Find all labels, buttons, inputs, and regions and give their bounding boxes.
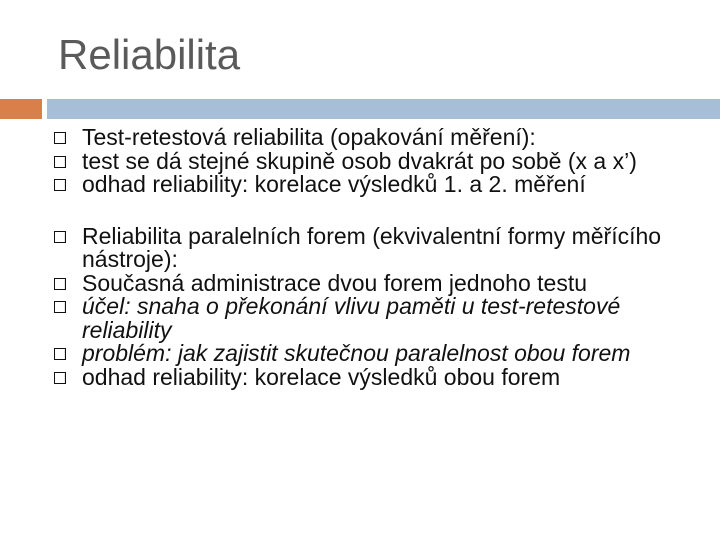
list-item — [52, 342, 692, 366]
list-item-text: test se dá stejné skupině osob dvakrát po sobě (x a x’) — [82, 147, 637, 174]
list-item — [52, 173, 692, 197]
list-item-text: odhad reliability: korelace výsledků obou forem — [82, 363, 561, 390]
bullet-list — [52, 126, 692, 389]
slide-title: Reliabilita — [58, 31, 241, 78]
hollow-square-bullet-icon — [54, 179, 66, 191]
hollow-square-bullet-icon — [54, 132, 66, 144]
list-item-text: odhad reliability: korelace výsledků 1. a 2. měření — [82, 171, 586, 197]
list-item-text: Reliabilita paralelních forem (ekvivalentní formy měřícího nástroje): — [82, 222, 662, 272]
hollow-square-bullet-icon — [54, 372, 66, 384]
list-item — [52, 126, 692, 150]
list-item-text: Test-retestová reliabilita (opakování měření): — [82, 124, 536, 150]
list-item — [52, 222, 692, 272]
list-item-text: účel: snaha o překonání vlivu paměti u test-retestové reliability — [82, 293, 621, 343]
list-item — [52, 269, 692, 296]
list-item — [52, 147, 692, 174]
list-item — [52, 363, 692, 390]
title-accent-bar — [0, 99, 42, 119]
list-item-text: problém: jak zajistit skutečnou paralelnost obou forem — [82, 340, 631, 366]
hollow-square-bullet-icon — [54, 301, 66, 313]
list-item — [52, 295, 692, 342]
hollow-square-bullet-icon — [54, 231, 66, 243]
list-item-text: Současná administrace dvou forem jednoho testu — [82, 269, 588, 296]
title-divider-bar — [47, 99, 720, 119]
hollow-square-bullet-icon — [54, 348, 66, 360]
hollow-square-bullet-icon — [54, 278, 66, 290]
hollow-square-bullet-icon — [54, 156, 66, 168]
